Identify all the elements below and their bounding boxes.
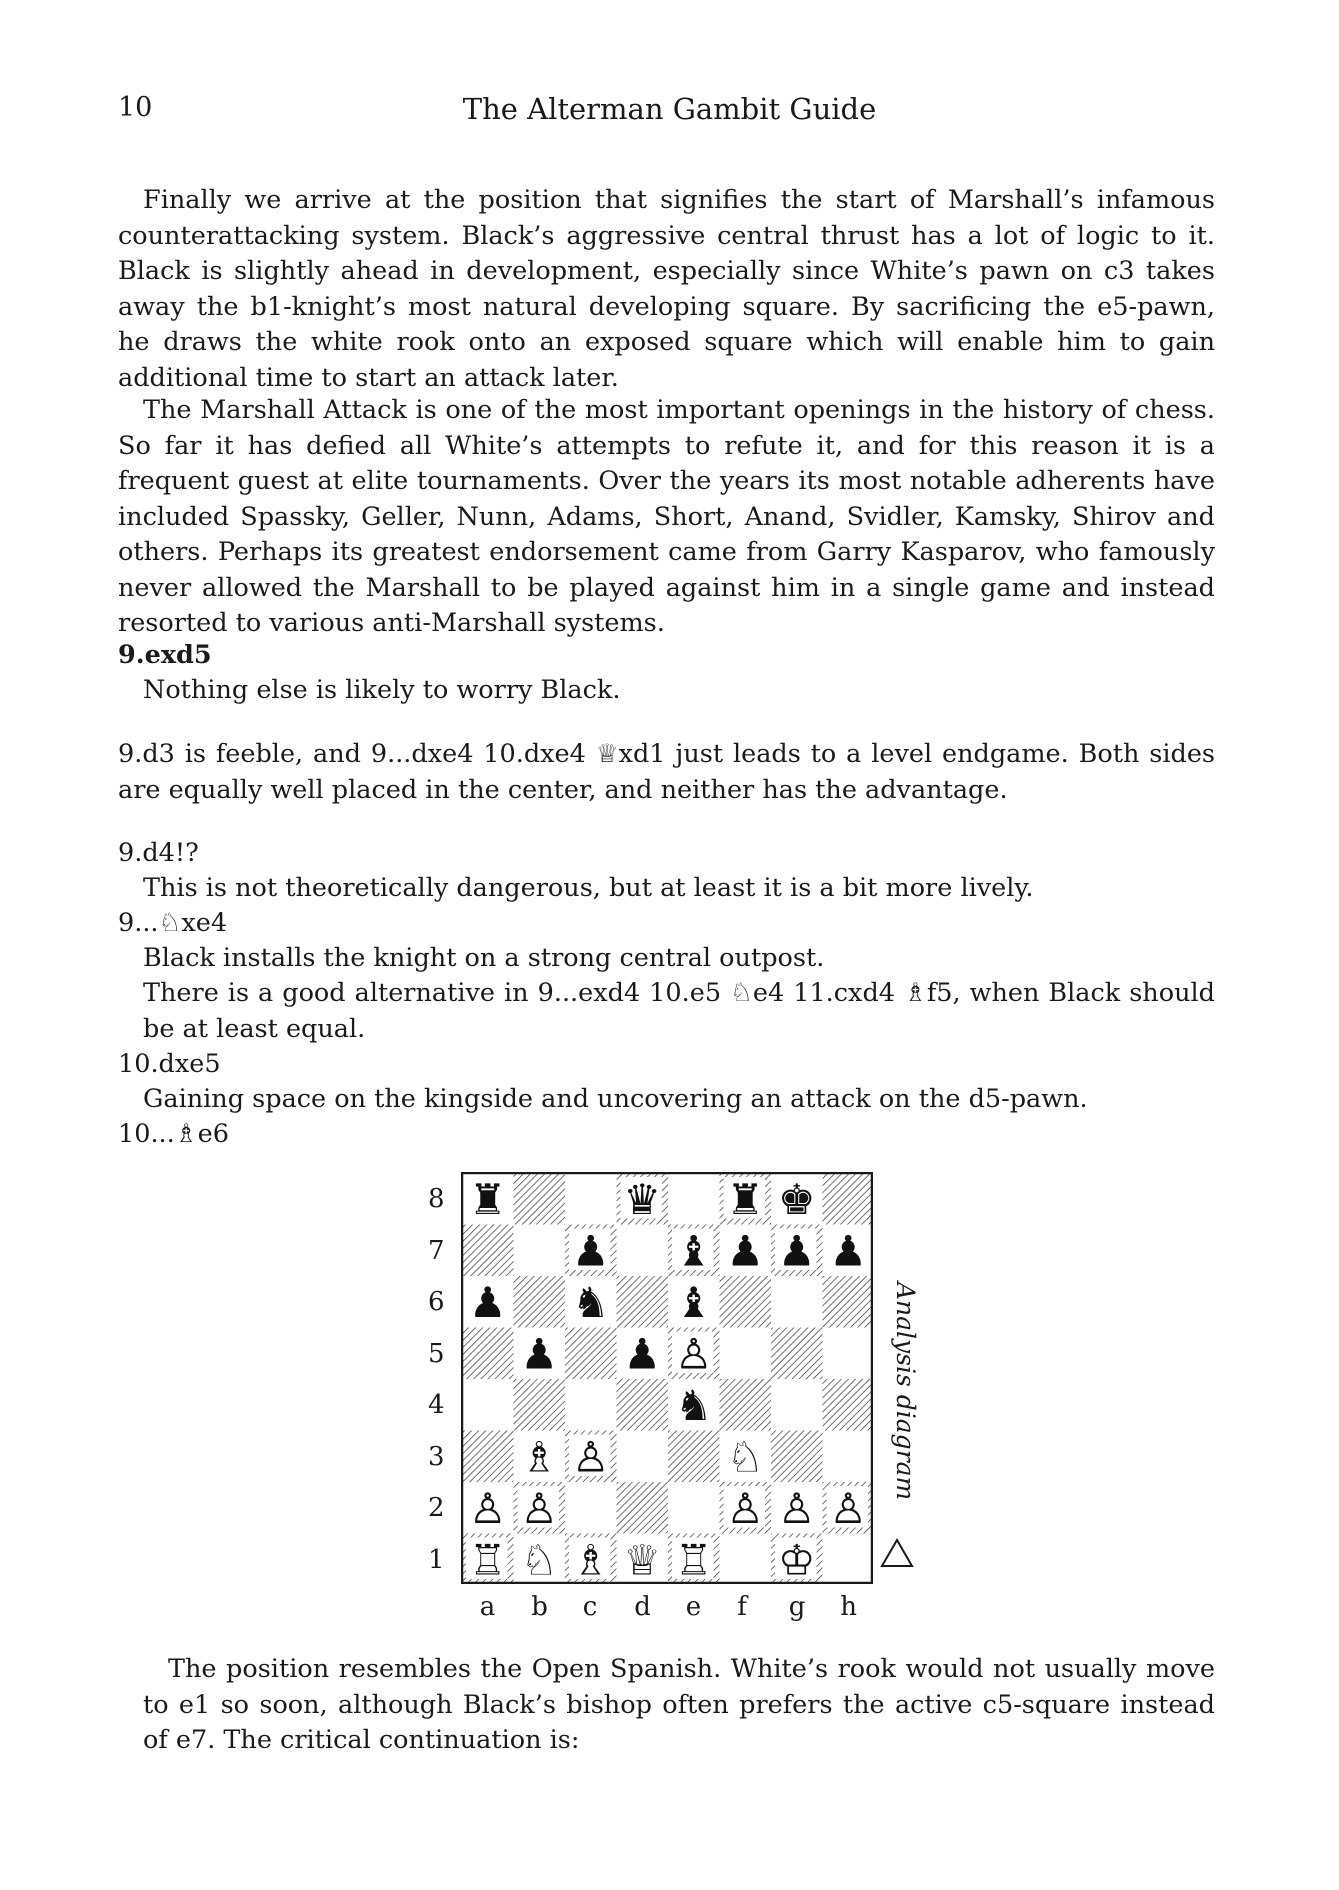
square-h5 xyxy=(823,1328,874,1380)
square-b7 xyxy=(514,1225,566,1277)
square-f5 xyxy=(720,1328,772,1380)
comment-outpost: Black installs the knight on a strong central outpost. xyxy=(143,943,825,973)
white-pawn-icon: ♙ xyxy=(520,1484,559,1534)
white-rook-icon: ♖ xyxy=(468,1535,507,1584)
square-d7 xyxy=(617,1225,669,1277)
rank-label: 5 xyxy=(428,1338,445,1369)
white-bishop-icon: ♗ xyxy=(520,1432,559,1482)
main-move-comment: Nothing else is likely to worry Black. xyxy=(143,675,621,705)
square-d6 xyxy=(617,1276,669,1328)
comment-alternative: There is a good alternative in 9...exd4 10.e5 ♘e4 11.cxd4 ♗f5, when Black should be at least equal. xyxy=(143,978,1215,1044)
white-pawn-icon: ♙ xyxy=(777,1484,816,1534)
comment-d4: This is not theoretically dangerous, but at least it is a bit more lively. xyxy=(143,873,1034,903)
closing-paragraph xyxy=(143,1652,1215,1759)
square-b6 xyxy=(514,1276,566,1328)
file-label: e xyxy=(685,1592,702,1622)
file-label: d xyxy=(634,1592,651,1622)
paragraph-text: The Marshall Attack is one of the most important openings in the history of chess. So far it has defied all White’s attempts to refute it, and for this reason it is a frequent guest at elite tournaments. Over the years its most notable adherents have included Spassky, Geller, Nunn, Adams, Short, Anand, Svidler, Kamsky, Shirov and others. Perhaps its greatest endorsement came from Garry Kasparov, who famously never allowed the Marshall to be played against him in a single game and instead resorted to various anti-Marshall systems. xyxy=(118,395,1215,638)
black-bishop-icon: ♝ xyxy=(674,1226,713,1276)
paragraph-marshall xyxy=(118,393,1215,642)
square-e3 xyxy=(668,1431,720,1483)
square-g3 xyxy=(771,1431,823,1483)
square-f6 xyxy=(720,1276,772,1328)
square-h3 xyxy=(823,1431,874,1483)
paragraph-text: Finally we arrive at the position that signifies the start of Marshall’s infamous counterattacking system. Black’s aggressive central thrust has a lot of logic to it. Black is slightly ahead in development, especially since White’s pawn on c3 takes away the b1-knight’s most natural developing square. By sacrificing the e5-pawn, he draws the white rook onto an exposed square which will enable him to gain additional time to start an attack later. xyxy=(118,185,1215,393)
square-c8 xyxy=(565,1173,617,1225)
white-knight-icon: ♘ xyxy=(520,1535,559,1584)
square-d3 xyxy=(617,1431,669,1483)
file-label: b xyxy=(531,1592,548,1622)
black-pawn-icon: ♟ xyxy=(829,1226,868,1276)
square-f4 xyxy=(720,1379,772,1431)
comment-space: Gaining space on the kingside and uncovering an attack on the d5-pawn. xyxy=(143,1084,1088,1114)
black-knight-icon: ♞ xyxy=(674,1381,713,1431)
square-b4 xyxy=(514,1379,566,1431)
alt-d3-text: 9.d3 is feeble, and 9...dxe4 10.dxe4 ♕xd1 just leads to a level endgame. Both sides are equally well placed in the center, and neither has the advantage. xyxy=(118,739,1215,805)
black-bishop-icon: ♝ xyxy=(674,1278,713,1328)
white-pawn-icon: ♙ xyxy=(571,1432,610,1482)
rank-labels xyxy=(420,1172,460,1584)
black-king-icon: ♚ xyxy=(777,1175,816,1225)
square-b8 xyxy=(514,1173,566,1225)
file-label: h xyxy=(840,1592,857,1622)
rank-label: 8 xyxy=(428,1184,445,1214)
white-knight-icon: ♘ xyxy=(726,1432,765,1482)
file-labels xyxy=(461,1592,873,1626)
square-a7 xyxy=(462,1225,514,1277)
rank-label: 6 xyxy=(428,1287,445,1317)
chess-diagram xyxy=(420,1172,940,1632)
square-e8 xyxy=(668,1173,720,1225)
black-pawn-icon: ♟ xyxy=(571,1226,610,1276)
file-label: g xyxy=(788,1592,806,1622)
file-label: c xyxy=(582,1592,598,1622)
move-nxe4: 9...♘xe4 xyxy=(118,908,228,938)
rank-label: 3 xyxy=(428,1441,445,1472)
square-h8 xyxy=(823,1173,874,1225)
black-pawn-icon: ♟ xyxy=(468,1278,507,1328)
page-number: 10 xyxy=(118,92,153,123)
black-rook-icon: ♜ xyxy=(468,1175,507,1225)
black-pawn-icon: ♟ xyxy=(726,1226,765,1276)
diagram-caption-text: Analysis diagram xyxy=(891,1282,920,1501)
square-h1 xyxy=(823,1534,874,1585)
white-king-icon: ♔ xyxy=(777,1535,816,1584)
black-pawn-icon: ♟ xyxy=(777,1226,816,1276)
closing-paragraph-text: The position resembles the Open Spanish. White’s rook would not usually move to e1 so soon, although Black’s bishop often prefers the active c5-square instead of e7. The critical continuation is: xyxy=(143,1654,1215,1755)
chess-board xyxy=(461,1172,873,1584)
rank-label: 4 xyxy=(428,1390,445,1420)
square-g6 xyxy=(771,1276,823,1328)
square-a5 xyxy=(462,1328,514,1380)
white-pawn-icon: ♙ xyxy=(674,1329,713,1379)
square-a3 xyxy=(462,1431,514,1483)
black-pawn-icon: ♟ xyxy=(520,1329,559,1379)
diagram-caption xyxy=(890,1282,920,1501)
white-to-move-icon xyxy=(880,1537,914,1569)
square-h6 xyxy=(823,1276,874,1328)
black-knight-icon: ♞ xyxy=(571,1278,610,1328)
move-be6: 10...♗e6 xyxy=(118,1119,229,1149)
square-f1 xyxy=(720,1534,772,1585)
square-c2 xyxy=(565,1482,617,1534)
rank-label: 7 xyxy=(428,1235,445,1266)
black-rook-icon: ♜ xyxy=(726,1175,765,1225)
square-c4 xyxy=(565,1379,617,1431)
file-label: a xyxy=(479,1592,496,1622)
black-queen-icon: ♛ xyxy=(623,1175,662,1225)
square-d2 xyxy=(617,1482,669,1534)
square-g5 xyxy=(771,1328,823,1380)
move-d4: 9.d4!? xyxy=(118,838,199,868)
square-d4 xyxy=(617,1379,669,1431)
alt-d3-note xyxy=(118,737,1215,808)
rank-label: 1 xyxy=(428,1544,445,1575)
square-c5 xyxy=(565,1328,617,1380)
white-pawn-icon: ♙ xyxy=(829,1484,868,1534)
white-queen-icon: ♕ xyxy=(623,1535,662,1584)
white-pawn-icon: ♙ xyxy=(468,1484,507,1534)
board-svg xyxy=(461,1172,873,1584)
page-header xyxy=(118,92,1221,132)
white-pawn-icon: ♙ xyxy=(726,1484,765,1534)
square-g4 xyxy=(771,1379,823,1431)
black-pawn-icon: ♟ xyxy=(623,1329,662,1379)
rank-label: 2 xyxy=(428,1493,445,1523)
square-h4 xyxy=(823,1379,874,1431)
paragraph-intro xyxy=(118,183,1215,396)
white-bishop-icon: ♗ xyxy=(571,1535,610,1584)
move-dxe5: 10.dxe5 xyxy=(118,1049,221,1079)
file-label: f xyxy=(737,1592,747,1622)
square-a4 xyxy=(462,1379,514,1431)
square-e2 xyxy=(668,1482,720,1534)
running-title: The Alterman Gambit Guide xyxy=(462,92,877,126)
white-rook-icon: ♖ xyxy=(674,1535,713,1584)
main-move: 9.exd5 xyxy=(118,640,212,670)
